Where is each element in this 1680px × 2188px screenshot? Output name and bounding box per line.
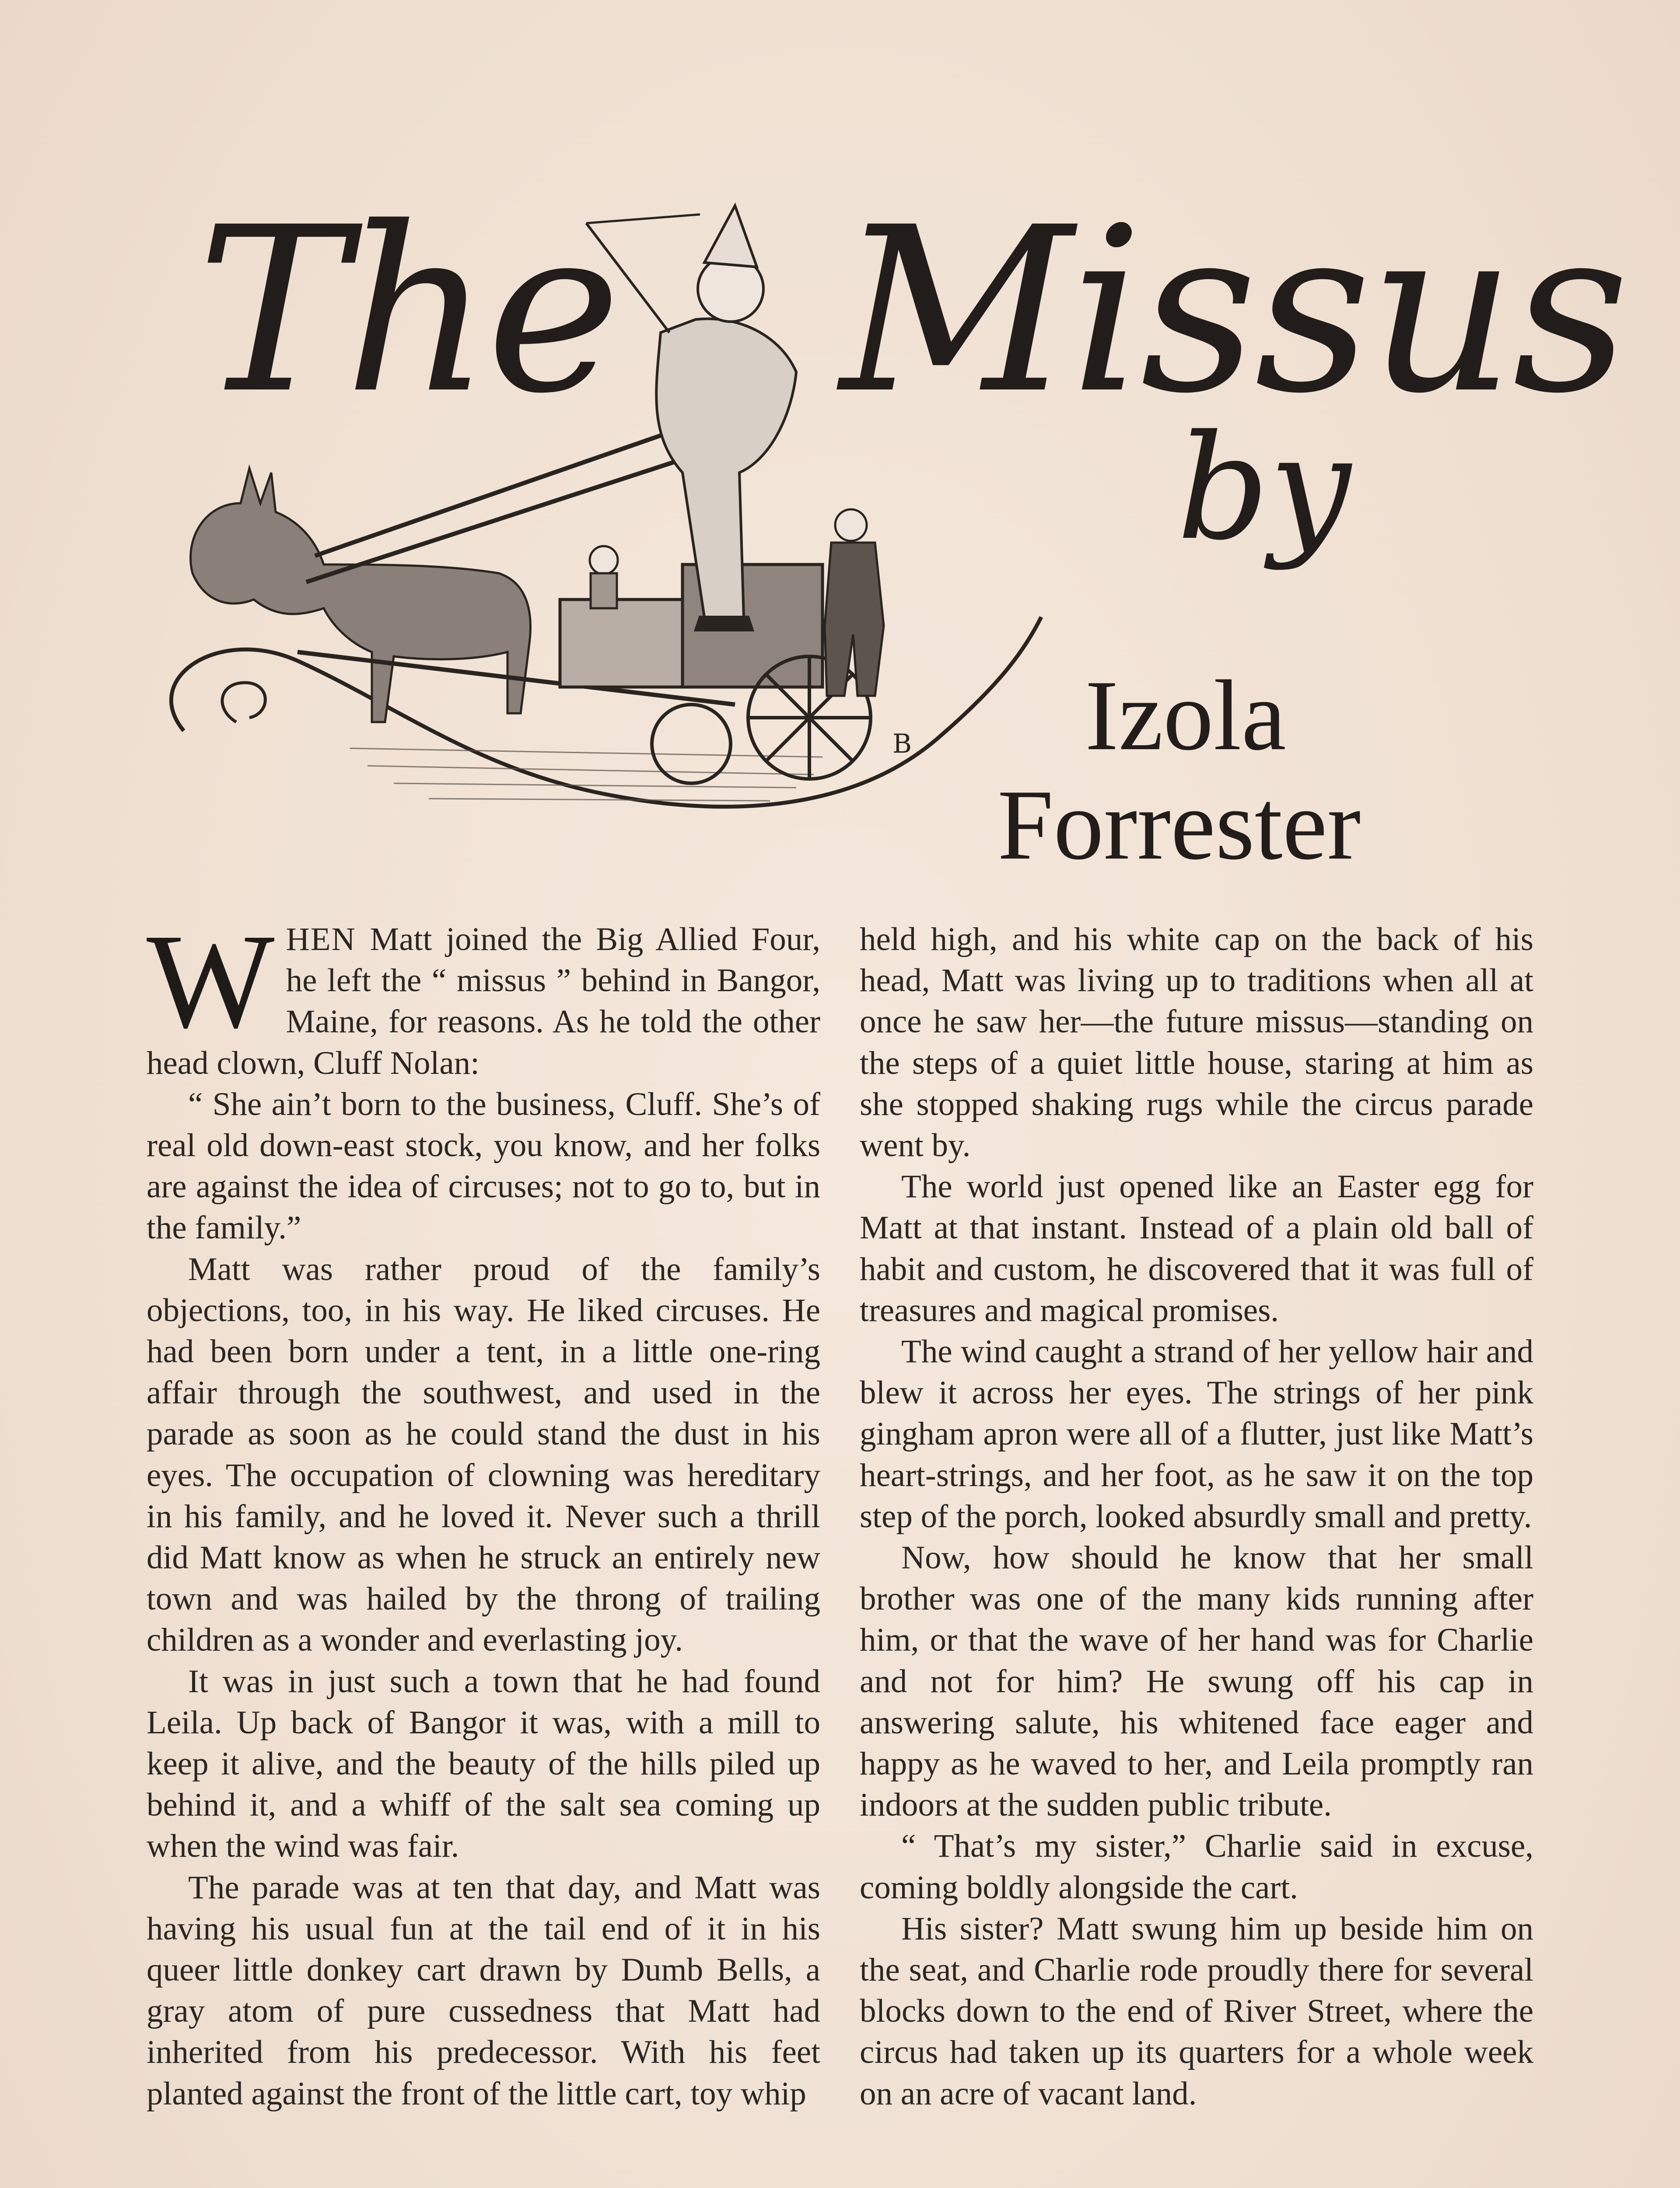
title-word-missus: Missus — [840, 178, 1627, 443]
paragraph: The parade was at ten that day, and Matt was having his usual fun at the tail end of it in his queer little donkey cart drawn by Dumb Bells, a gray atom of pure cussedness that Matt had inherited from his predecessor. With his feet planted against the front of the little cart, toy whip — [147, 1869, 820, 2112]
title-word-the: The — [197, 178, 617, 443]
paragraph: Now, how should he know that her small brother was one of the many kids running after him, or that the wave of her hand was for Charlie and not for him? He swung off his cap in answering salute, his whitened face eager and happy as he waved to her, and Leila promptly ran indoors at the sudden public tribute. — [860, 1539, 1533, 1823]
paragraph: The world just opened like an Easter egg for Matt at that instant. Instead of a plain old ball of habit and custom, he discovered that it was full of treasures and magical promises. — [860, 1168, 1533, 1329]
illustrator-signature: B — [892, 729, 912, 759]
bystander-figure-icon — [825, 509, 884, 696]
drop-cap: W — [147, 906, 275, 1056]
story-header — [166, 178, 1627, 906]
paragraph: It was in just such a town that he had found Leila. Up back of Bangor it was, with a mill to keep it alive, and the beauty of the hills piled up behind it, and a whiff of the salt sea coming up when the wind was fair. — [147, 1663, 820, 1865]
lead-word: HEN — [286, 921, 356, 957]
byline-by: by — [1177, 404, 1351, 572]
author-last-name: Forrester — [998, 769, 1361, 880]
author-first-name: Izola — [1085, 659, 1286, 771]
spectator-figure-icon — [590, 546, 618, 608]
paragraph-text: Matt joined the Big Allied Four, he left the “ missus ” behind in Bangor, Maine, for reasons. As he told the other head clown, Cluff Nolan: — [147, 921, 820, 1081]
paragraph: “ That’s my sister,” Charlie said in excuse, coming boldly alongside the cart. — [860, 1828, 1533, 1906]
paragraph: “ She ain’t born to the business, Cluff. She’s of real old down-east stock, you know, and her folks are against the idea of circuses; not to go to, but in the family.” — [147, 1086, 820, 1246]
paragraph: Matt was rather proud of the family’s objections, too, in his way. He liked circuses. He had been born under a tent, in a little one-ring affair through the southwest, and used in the parade as soon as he could stand the dust in his eyes. The occupation of clowning was hereditary in his family, and he loved it. Never such a thrill did Matt know as when he struck an entirely new town and was hailed by the throng of trailing children as a wonder and everlasting joy. — [147, 1251, 820, 1659]
paragraph: held high, and his white cap on the back of his head, Matt was living up to traditions when all at once he saw her—the future missus—standing on the steps of a quiet little house, staring at him as she stopped shaking rugs while the circus parade went by. — [860, 921, 1533, 1164]
article-column-left — [147, 906, 820, 2114]
paragraph: The wind caught a strand of her yellow hair and blew it across her eyes. The strings of her pink gingham apron were all of a flutter, just like Matt’s heart-strings, and her foot, as he saw it on the top step of the porch, looked absurdly small and pretty. — [860, 1333, 1533, 1535]
paragraph — [147, 906, 820, 1084]
paragraph: His sister? Matt swung him up beside him on the seat, and Charlie rode proudly there for several blocks down to the end of River Street, where the circus had taken up its quarters for a whole week on an acre of vacant land. — [860, 1910, 1533, 2112]
article-column-right — [860, 919, 1533, 2114]
